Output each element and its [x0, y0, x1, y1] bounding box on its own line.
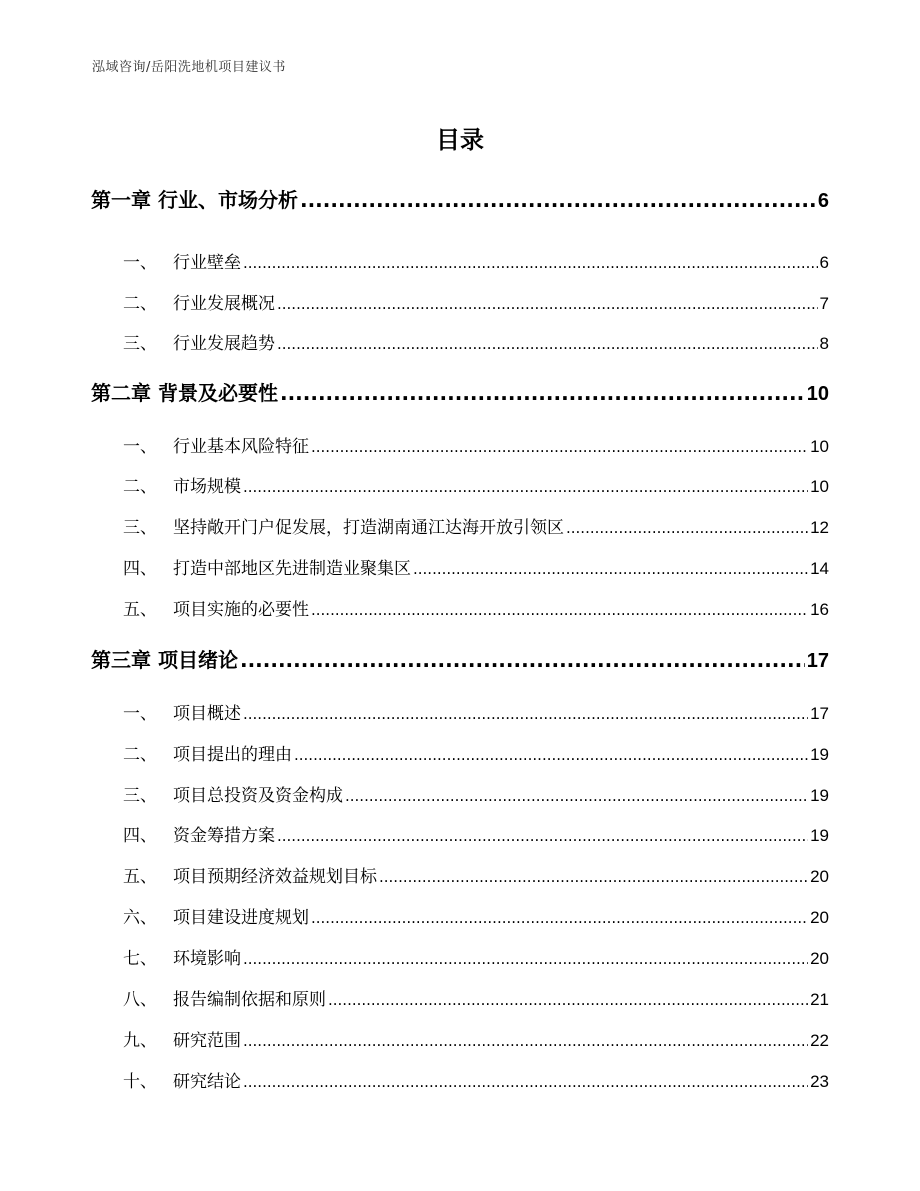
section-number: 三、 [123, 786, 157, 806]
toc-entry[interactable] [123, 554, 829, 579]
section-number: 二、 [123, 477, 157, 497]
toc-entry[interactable] [123, 821, 829, 846]
section-number: 六、 [123, 908, 157, 928]
dot-leader [243, 1073, 808, 1091]
dot-leader [345, 787, 808, 805]
section-title: 坚持敞开门户促发展，打造湖南通江达海开放引领区 [173, 518, 564, 538]
section-title: 报告编制依据和原则 [173, 990, 326, 1010]
page-number: 22 [810, 1031, 829, 1050]
section-title: 资金筹措方案 [173, 826, 275, 846]
toc-chapter-2[interactable] [91, 377, 829, 406]
section-number: 一、 [123, 253, 157, 273]
page-number: 10 [806, 383, 829, 405]
section-number: 四、 [123, 559, 157, 579]
section-title: 项目建设进度规划 [173, 908, 309, 928]
page-number: 8 [819, 334, 829, 353]
chapter-title: 第一章 行业、市场分析 [91, 188, 298, 212]
section-number: 四、 [123, 826, 157, 846]
toc-entry[interactable] [123, 329, 829, 354]
section-title: 研究范围 [173, 1031, 241, 1051]
section-title: 项目实施的必要性 [173, 600, 309, 620]
chapter-title: 第三章 项目绪论 [91, 648, 238, 672]
page-number: 12 [810, 518, 829, 537]
section-title: 行业发展趋势 [173, 334, 275, 354]
toc-entry[interactable] [123, 903, 829, 928]
page-number: 20 [810, 908, 829, 927]
section-title: 项目总投资及资金构成 [173, 786, 343, 806]
section-number: 二、 [123, 745, 157, 765]
toc-chapter-1[interactable] [91, 184, 829, 213]
section-title: 项目提出的理由 [173, 745, 292, 765]
dot-leader [328, 991, 808, 1009]
section-number: 七、 [123, 949, 157, 969]
page-number: 19 [810, 745, 829, 764]
dot-leader [243, 1032, 808, 1050]
page-number: 7 [819, 294, 829, 313]
dot-leader [240, 648, 805, 672]
toc-entry[interactable] [123, 1067, 829, 1092]
dot-leader [294, 746, 808, 764]
dot-leader [243, 950, 808, 968]
section-title: 研究结论 [173, 1072, 241, 1092]
dot-leader [413, 560, 808, 578]
page-number: 21 [810, 990, 829, 1009]
page-number: 10 [810, 437, 829, 456]
dot-leader [277, 827, 808, 845]
section-number: 一、 [123, 437, 157, 457]
page-number: 20 [810, 867, 829, 886]
section-number: 一、 [123, 704, 157, 724]
section-number: 十、 [123, 1072, 157, 1092]
section-number: 五、 [123, 867, 157, 887]
dot-leader [566, 519, 808, 537]
page-header: 泓域咨询/岳阳洗地机项目建议书 [92, 60, 286, 75]
dot-leader [280, 381, 805, 405]
dot-leader [277, 295, 818, 313]
page-number: 6 [817, 190, 829, 212]
section-number: 八、 [123, 990, 157, 1010]
section-title: 项目概述 [173, 704, 241, 724]
page-number: 19 [810, 786, 829, 805]
section-number: 二、 [123, 294, 157, 314]
page-number: 17 [806, 650, 829, 672]
toc-entry[interactable] [123, 289, 829, 314]
page-number: 19 [810, 826, 829, 845]
toc-title: 目录 [436, 126, 484, 154]
toc-entry[interactable] [123, 472, 829, 497]
toc-entry[interactable] [123, 595, 829, 620]
toc-entry[interactable] [123, 248, 829, 273]
page-number: 16 [810, 600, 829, 619]
toc-entry[interactable] [123, 985, 829, 1010]
toc-entry[interactable] [123, 740, 829, 765]
section-number: 三、 [123, 518, 157, 538]
toc-entry[interactable] [123, 513, 829, 538]
page-number: 23 [810, 1072, 829, 1091]
section-title: 市场规模 [173, 477, 241, 497]
section-number: 三、 [123, 334, 157, 354]
dot-leader [243, 254, 818, 272]
dot-leader [300, 188, 816, 212]
toc-entry[interactable] [123, 781, 829, 806]
dot-leader [379, 868, 808, 886]
chapter-title: 第二章 背景及必要性 [91, 381, 278, 405]
section-title: 行业壁垒 [173, 253, 241, 273]
dot-leader [277, 335, 818, 353]
page-number: 6 [819, 253, 829, 272]
toc-entry[interactable] [123, 1026, 829, 1051]
section-number: 五、 [123, 600, 157, 620]
toc-entry[interactable] [123, 862, 829, 887]
page-number: 17 [810, 704, 829, 723]
toc-chapter-3[interactable] [91, 644, 829, 673]
page-number: 10 [810, 477, 829, 496]
toc-entry[interactable] [123, 944, 829, 969]
section-title: 行业基本风险特征 [173, 437, 309, 457]
section-title: 行业发展概况 [173, 294, 275, 314]
page-number: 20 [810, 949, 829, 968]
dot-leader [243, 478, 808, 496]
section-title: 打造中部地区先进制造业聚集区 [173, 559, 411, 579]
dot-leader [311, 601, 808, 619]
section-number: 九、 [123, 1031, 157, 1051]
section-title: 环境影响 [173, 949, 241, 969]
dot-leader [243, 705, 808, 723]
dot-leader [311, 438, 808, 456]
toc-entry[interactable] [123, 432, 829, 457]
section-title: 项目预期经济效益规划目标 [173, 867, 377, 887]
dot-leader [311, 909, 808, 927]
toc-entry[interactable] [123, 699, 829, 724]
page-number: 14 [810, 559, 829, 578]
